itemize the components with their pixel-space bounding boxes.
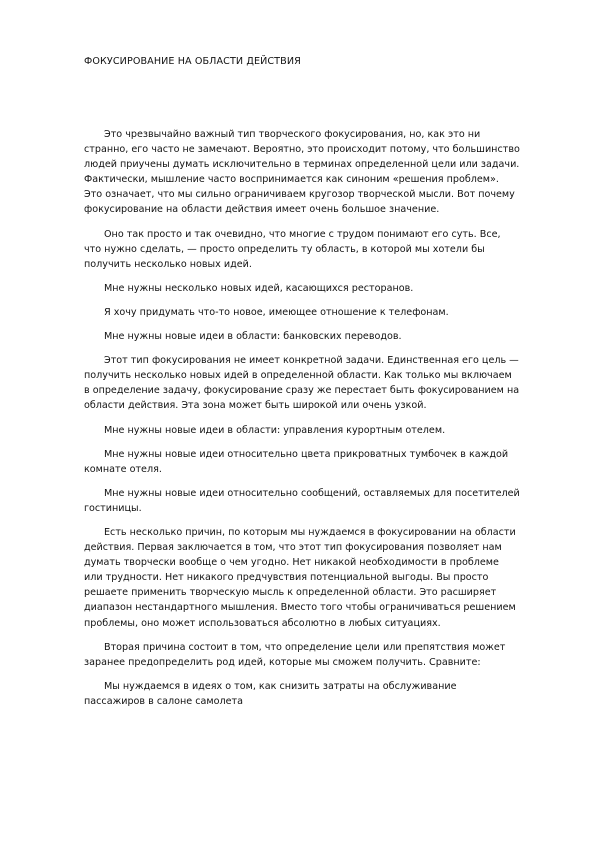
paragraph: Мне нужны новые идеи в области: банковских переводов. [104, 331, 402, 343]
document-title: ФОКУСИРОВАНИЕ НА ОБЛАСТИ ДЕЙСТВИЯ [84, 56, 301, 67]
document-body [84, 127, 520, 718]
paragraph: Этот тип фокусирования не имеет конкретной задачи. Единственная его цель — получить несколько новых идей в определенной области. Как только мы включаем в определение задачу, фокусирование сразу же перестает быть фокусированием на области действия. Эта зона может быть широкой или очень узкой. [84, 355, 520, 412]
paragraph: Мне нужны новые идеи относительно цвета прикроватных тумбочек в каждой комнате отеля. [84, 448, 509, 475]
paragraph: Есть несколько причин, по которым мы нуждаемся в фокусировании на области действия. Первая заключается в том, что этот тип фокусирования позволяет нам думать творчески вообще о чем угодно. Нет никакой необходимости в проблеме или трудности. Нет никакого предчувствия потенциальной выгоды. Вы просто решаете применить творческую мысль к определенной области. Это расширяет диапазон нестандартного мышления. Вместо того чтобы ограничиваться решением проблемы, оно может использоваться абсолютно в любых ситуациях. [84, 526, 516, 629]
paragraph: Мне нужны несколько новых идей, касающихся ресторанов. [104, 282, 414, 294]
paragraph: Мы нуждаемся в идеях о том, как снизить затраты на обслуживание пассажиров в салоне самолета [84, 680, 457, 707]
paragraph: Мне нужны новые идеи относительно сообщений, оставляемых для посетителей гостиницы. [84, 487, 520, 514]
paragraph: Я хочу придумать что-то новое, имеющее отношение к телефонам. [104, 306, 449, 318]
paragraph: Вторая причина состоит в том, что определение цели или препятствия может заранее предопределить род идей, которые мы сможем получить. Сравните: [84, 641, 506, 668]
paragraph: Оно так просто и так очевидно, что многие с трудом понимают его суть. Все, что нужно сделать, — просто определить ту область, в которой мы хотели бы получить несколько новых идей. [84, 228, 501, 270]
paragraph: Мне нужны новые идеи в области: управления курортным отелем. [104, 424, 446, 436]
paragraph: Это чрезвычайно важный тип творческого фокусирования, но, как это ни странно, его часто не замечают. Вероятно, это происходит потому, что большинство людей приучены думать исключительно в терминах определенной цели или задачи. Фактически, мышление часто воспринимается как синоним «решения проблем». Это означает, что мы сильно ограничиваем кругозор творческой мысли. Вот почему фокусирование на области действия имеет очень большое значение. [84, 129, 520, 216]
